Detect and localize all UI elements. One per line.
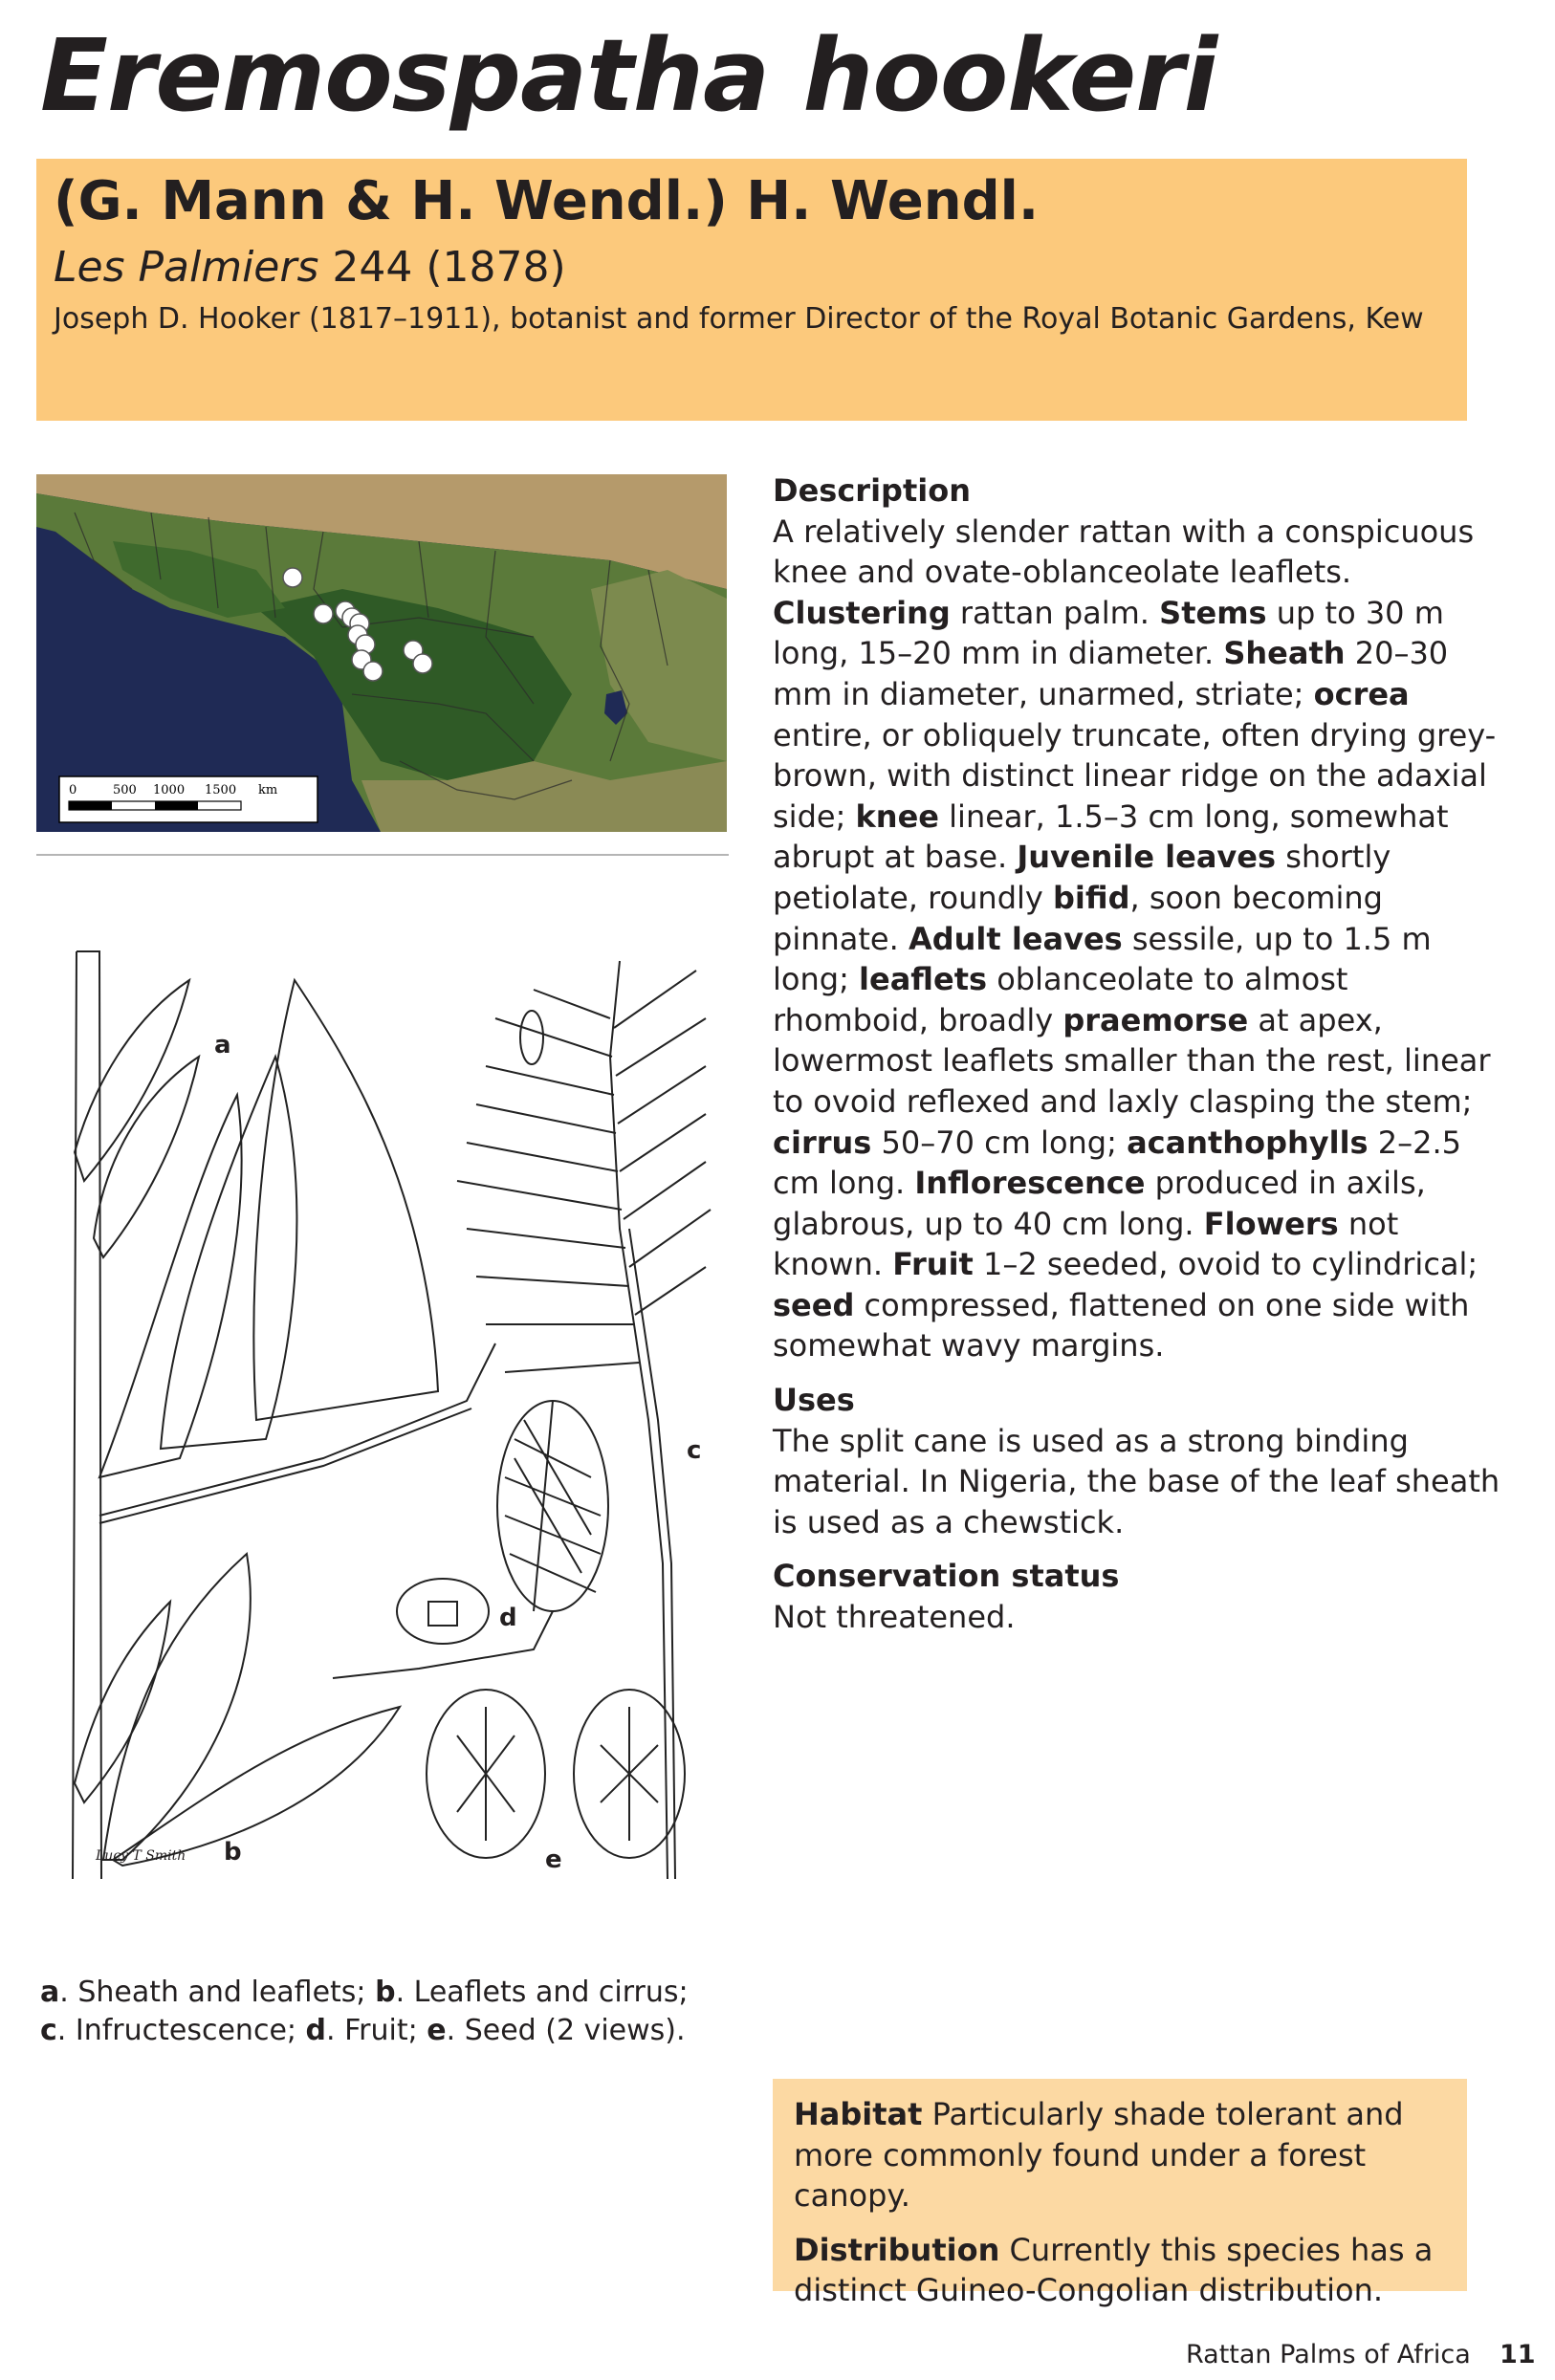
species-header-box — [36, 159, 1467, 421]
conservation-text: Not threatened. — [773, 1599, 1016, 1636]
author-citation: (G. Mann & H. Wendl.) H. Wendl. — [54, 170, 1040, 232]
habitat-box — [773, 2079, 1467, 2309]
habitat-text: Particularly shade tolerant and more commonly found under a forest canopy. — [794, 2096, 1404, 2215]
scale-label: 1000 — [153, 783, 186, 797]
caption-key: b — [375, 1976, 396, 2009]
description-heading: Description — [773, 472, 971, 509]
figure-label-d: d — [499, 1604, 517, 1632]
caption-text: . Infructescence; — [56, 2014, 306, 2047]
caption-key: c — [40, 2014, 57, 2047]
caption-key: e — [427, 2014, 447, 2047]
publication-title: Les Palmiers — [54, 243, 319, 292]
scale-label: 500 — [113, 783, 137, 797]
etymology-note: Joseph D. Hooker (1817–1911), botanist and former Director of the Royal Botanic Gardens, Kew — [54, 302, 1424, 336]
page-number: 11 — [1500, 2340, 1536, 2369]
caption-key: d — [305, 2014, 327, 2047]
distribution-text: Currently this species has a distinct Guineo-Congolian distribution. — [794, 2231, 1434, 2309]
habitat-heading: Habitat — [794, 2096, 923, 2132]
scale-label: 0 — [69, 783, 77, 797]
distribution-map — [36, 474, 727, 832]
publication-page-year: 244 (1878) — [318, 243, 566, 292]
caption-text: . Seed (2 views). — [446, 2014, 686, 2047]
page-title: Eremospatha hookeri — [40, 17, 1217, 134]
figure-label-a: a — [214, 1031, 231, 1059]
conservation-heading: Conservation status — [773, 1558, 1120, 1595]
publication-reference — [54, 243, 566, 292]
illustrator-signature: Lucy T Smith — [96, 1848, 186, 1864]
habitat-paragraph — [794, 2094, 1454, 2216]
scale-label: km — [258, 783, 278, 797]
caption-text: . Leaflets and cirrus; — [395, 1976, 689, 2009]
caption-text: . Sheath and leaflets; — [59, 1976, 376, 2009]
botanical-illustration — [36, 942, 717, 1879]
figure-label-b: b — [224, 1838, 242, 1867]
figure-caption — [40, 1974, 748, 2050]
figure-label-e: e — [545, 1845, 562, 1874]
distribution-paragraph — [794, 2230, 1454, 2311]
divider — [36, 854, 729, 856]
footer-book-title: Rattan Palms of Africa — [1186, 2340, 1471, 2369]
caption-key: a — [40, 1976, 60, 2009]
scale-label: 1500 — [205, 783, 237, 797]
distribution-heading: Distribution — [794, 2231, 1000, 2268]
figure-label-c: c — [687, 1436, 702, 1465]
uses-heading: Uses — [773, 1382, 855, 1419]
uses-text: The split cane is used as a strong binding material. In Nigeria, the base of the leaf sheath is used as a chewstick. — [773, 1422, 1500, 1540]
description-text: A relatively slender rattan with a conspicuous knee and ovate-oblanceolate leaflets. Clustering rattan palm. Stems up to 30 m long, 15–20 mm in diameter. Sheath 20–30 mm in diameter, unarmed, striate; ocrea entire, or obliquely truncate, often drying grey-brown, with distinct linear ridge on the adaxial side; knee linear, 1.5–3 cm long, somewhat abrupt at base. Juvenile leaves shortly petiolate, roundly bifid, soon becoming pinnate. Adult leaves sessile, up to 1.5 m long; leaflets oblanceolate to almost rhomboid, broadly praemorse at apex, lowermost leaflets smaller than the rest, linear to ovoid reflexed and laxly clasping the stem; cirrus 50–70 cm long; acanthophylls 2–2.5 cm long. Inflorescence produced in axils, glabrous, up to 40 cm long. Flowers not known. Fruit 1–2 seeded, ovoid to cylindrical; seed compressed, flattened on one side with somewhat wavy margins. — [773, 513, 1497, 1365]
caption-text: . Fruit; — [326, 2014, 427, 2047]
species-text — [773, 470, 1509, 1638]
